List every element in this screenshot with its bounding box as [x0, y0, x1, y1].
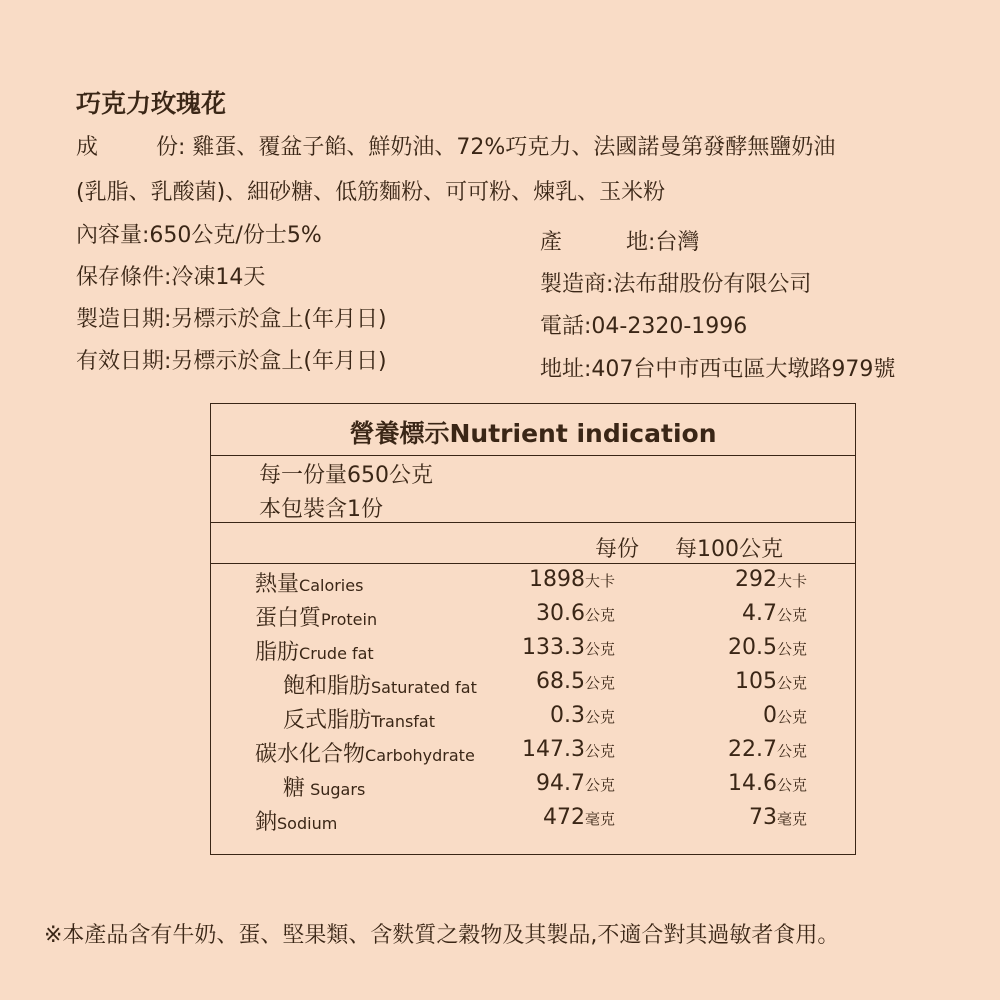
- serving-size: 每一份量650公克: [259, 463, 433, 488]
- nutrient-unit: 公克: [776, 640, 807, 658]
- value-per-100g: [735, 567, 807, 592]
- nutrient-unit: 大卡: [584, 572, 615, 590]
- nutrition-table: [210, 403, 856, 855]
- value-per-100g: [728, 635, 807, 660]
- nutrient-unit: 公克: [584, 708, 615, 726]
- value-per-serving: [522, 635, 615, 660]
- nutrient-name-en: Transfat: [371, 712, 436, 731]
- value-per-serving: [522, 737, 615, 762]
- nutrient-unit: 公克: [776, 742, 807, 760]
- nutrient-name: [255, 737, 475, 768]
- nutrient-value: 73: [748, 805, 777, 830]
- nutrient-row: [255, 601, 815, 635]
- origin: [540, 225, 699, 256]
- value-per-100g: [749, 805, 807, 830]
- expiry-date: 有效日期:另標示於盒上(年月日): [76, 349, 387, 374]
- nutrient-value: 472: [542, 805, 585, 830]
- manufacture-date: 製造日期:另標示於盒上(年月日): [76, 307, 387, 332]
- nutrient-name-en: Carbohydrate: [365, 746, 475, 765]
- origin-value: 地:台灣: [626, 230, 700, 255]
- nutrient-name-zh: 鈉: [255, 810, 278, 835]
- nutrient-value: 30.6: [536, 601, 585, 626]
- ingredients-label-2: 份:: [156, 135, 186, 160]
- nutrient-value: 292: [734, 567, 777, 592]
- value-per-serving: [550, 703, 615, 728]
- nutrient-name: [255, 771, 365, 802]
- nutrient-unit: 大卡: [776, 572, 807, 590]
- nutrient-unit: 公克: [776, 674, 807, 692]
- nutrient-row: [255, 669, 815, 703]
- origin-label: 產: [540, 230, 563, 255]
- nutrient-unit: 公克: [776, 776, 807, 794]
- value-per-serving: [529, 567, 615, 592]
- nutrient-value: 147.3: [522, 737, 585, 762]
- nutrient-name: [255, 703, 435, 734]
- nutrient-name-zh: 反式脂肪: [283, 708, 372, 733]
- manufacturer: 製造商:法布甜股份有限公司: [540, 272, 812, 297]
- nutrient-name-zh: 脂肪: [255, 640, 300, 665]
- value-per-100g: [742, 601, 807, 626]
- nutrient-unit: 公克: [776, 606, 807, 624]
- nutrient-value: 133.3: [522, 635, 585, 660]
- phone: 電話:04-2320-1996: [540, 314, 748, 339]
- value-per-100g: [763, 703, 807, 728]
- nutrient-name: [255, 635, 374, 666]
- table-divider: [211, 522, 855, 523]
- value-per-serving: [536, 601, 615, 626]
- nutrient-value: 22.7: [728, 737, 777, 762]
- nutrient-name-en: Sugars: [305, 780, 366, 799]
- nutrient-value: 0.3: [549, 703, 585, 728]
- nutrient-name-en: Crude fat: [299, 644, 374, 663]
- nutrient-row: [255, 805, 815, 839]
- nutrient-name-zh: 碳水化合物: [255, 742, 366, 767]
- nutrient-row: [255, 771, 815, 805]
- value-per-100g: [728, 737, 807, 762]
- nutrient-unit: 公克: [584, 640, 615, 658]
- product-title: 巧克力玫瑰花: [76, 89, 227, 118]
- nutrition-title: 營養標示Nutrient indication: [349, 419, 717, 448]
- nutrient-name: [255, 601, 377, 632]
- nutrient-value: 105: [734, 669, 777, 694]
- nutrient-unit: 公克: [584, 742, 615, 760]
- nutrient-row: [255, 567, 815, 601]
- nutrient-value: 4.7: [741, 601, 777, 626]
- allergen-note: ※本產品含有牛奶、蛋、堅果類、含麩質之穀物及其製品,不適合對其過敏者食用。: [44, 923, 840, 948]
- nutrient-unit: 公克: [584, 606, 615, 624]
- nutrient-value: 14.6: [728, 771, 777, 796]
- nutrient-name-zh: 熱量: [255, 572, 300, 597]
- nutrient-row: [255, 737, 815, 771]
- nutrient-name-en: Saturated fat: [371, 678, 477, 697]
- nutrient-value: 20.5: [728, 635, 777, 660]
- ingredients-line-2: (乳脂、乳酸菌)、細砂糖、低筋麵粉、可可粉、煉乳、玉米粉: [76, 180, 666, 205]
- ingredients-text-1: 雞蛋、覆盆子餡、鮮奶油、72%巧克力、法國諾曼第發酵無鹽奶油: [192, 135, 836, 160]
- nutrient-value: 94.7: [536, 771, 585, 796]
- nutrient-unit: 公克: [776, 708, 807, 726]
- nutrient-name: [255, 669, 477, 700]
- value-per-serving: [536, 771, 615, 796]
- value-per-serving: [543, 805, 615, 830]
- servings-per-package: 本包裝含1份: [259, 497, 383, 522]
- value-per-100g: [728, 771, 807, 796]
- table-divider: [211, 563, 855, 564]
- nutrient-name: [255, 805, 337, 836]
- nutrient-unit: 毫克: [584, 810, 615, 828]
- ingredients-line-1: [76, 130, 835, 161]
- nutrient-name-en: Protein: [321, 610, 378, 629]
- value-per-serving: [536, 669, 615, 694]
- nutrient-unit: 毫克: [776, 810, 807, 828]
- nutrient-value: 1898: [528, 567, 585, 592]
- nutrient-unit: 公克: [584, 776, 615, 794]
- col-per-100g: 每100公克: [675, 537, 783, 562]
- nutrient-name-en: Calories: [299, 576, 364, 595]
- nutrient-row: [255, 635, 815, 669]
- nutrient-name-zh: 蛋白質: [255, 606, 322, 631]
- table-divider: [211, 455, 855, 456]
- nutrient-name: [255, 567, 363, 598]
- nutrient-row: [255, 703, 815, 737]
- nutrient-unit: 公克: [584, 674, 615, 692]
- nutrient-name-en: Sodium: [277, 814, 338, 833]
- nutrient-name-zh: 糖: [283, 776, 306, 801]
- address: 地址:407台中市西屯區大墩路979號: [540, 357, 896, 382]
- col-per-serving: 每份: [595, 537, 640, 562]
- ingredients-label: 成: [76, 135, 99, 160]
- nutrient-value: 0: [762, 703, 777, 728]
- net-content: 內容量:650公克/份士5%: [76, 223, 322, 248]
- nutrient-name-zh: 飽和脂肪: [283, 674, 372, 699]
- value-per-100g: [735, 669, 807, 694]
- storage-condition: 保存條件:冷凍14天: [76, 265, 266, 290]
- nutrient-value: 68.5: [536, 669, 585, 694]
